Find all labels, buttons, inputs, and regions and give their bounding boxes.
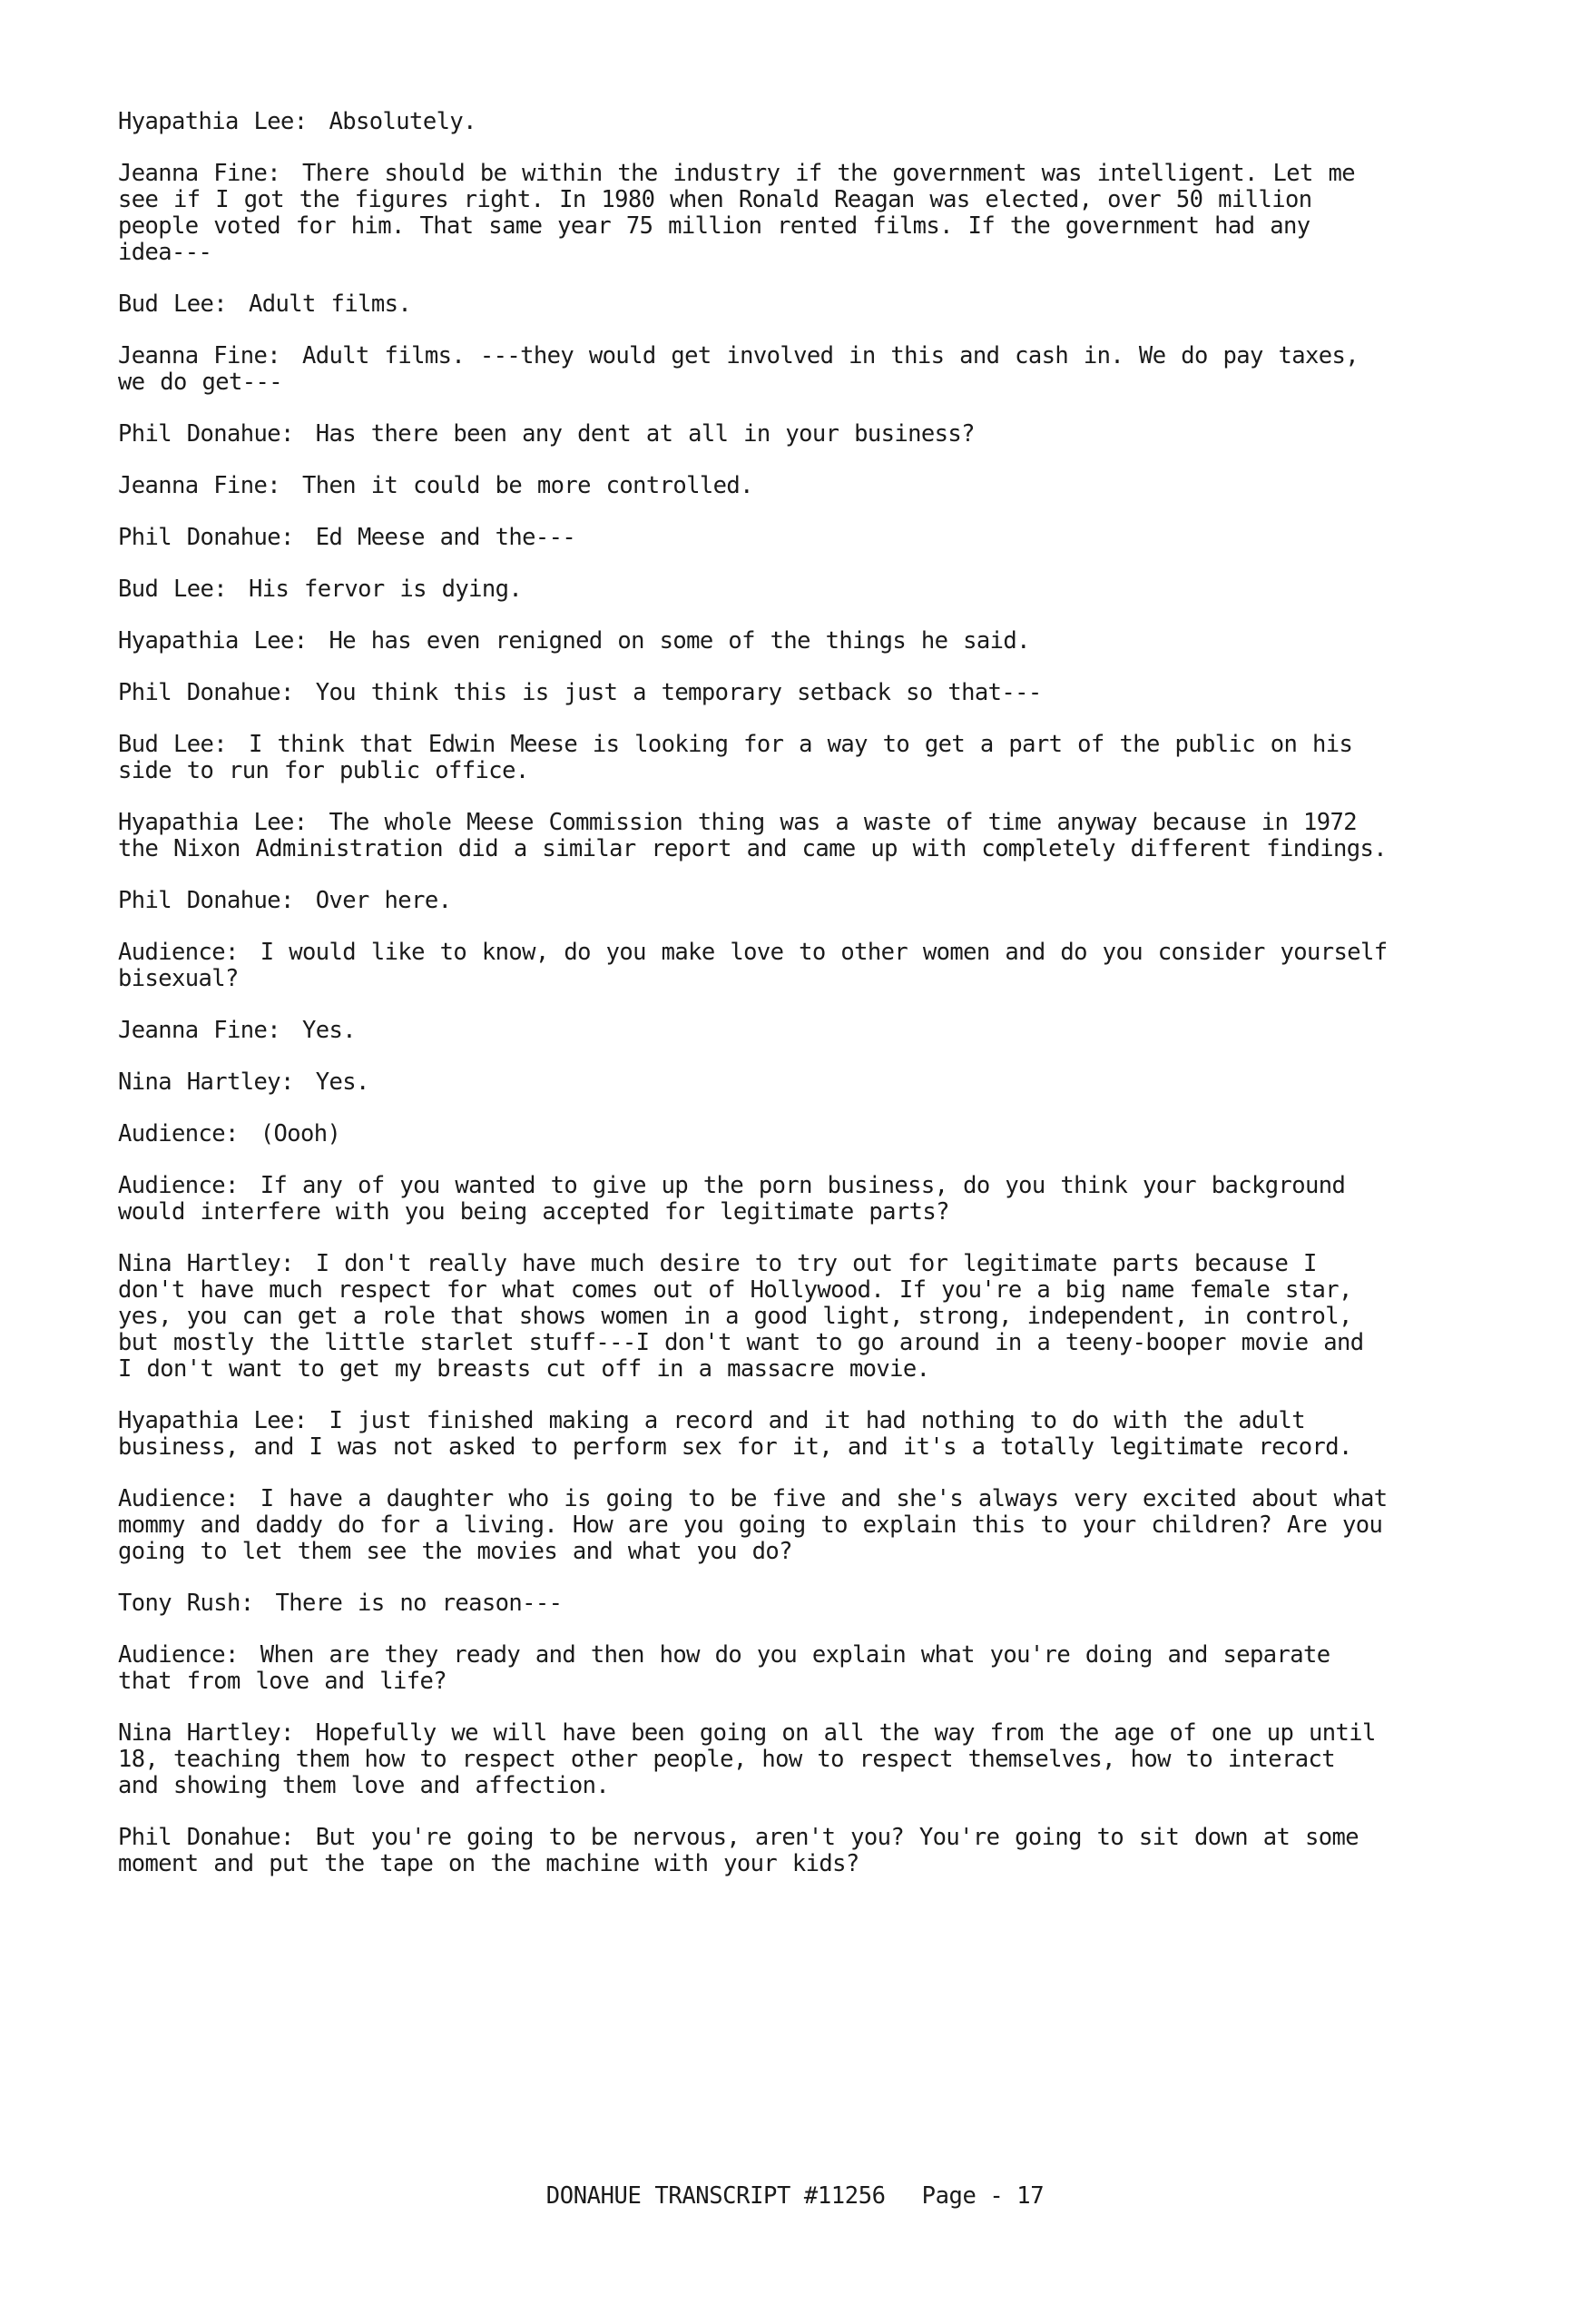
entry-text: Then it could be more controlled. [302,472,753,499]
speaker-name: Jeanna Fine : [118,1017,280,1044]
transcript-entry [118,940,1389,992]
entry-text: I don't really have much desire to try out for legitimate parts because I don't have much respect for what comes out of Hollywood. If you're a big name female star, yes, you can get a role that shows women in a good light, strong, independent, in control, but mostly the little starlet stuff---I don't want to go around in a teeny-booper movie and I don't want to get my breasts cut off in a massacre movie. [118,1250,1364,1383]
transcript-entry [118,576,1389,603]
transcript-entry [118,1251,1389,1383]
transcript-entry [118,161,1389,266]
speaker-name: Hyapathia Lee : [118,1407,308,1434]
entry-text: His fervor is dying. [249,576,523,603]
transcript-entry [118,732,1389,784]
transcript-entry [118,343,1389,396]
speaker-name: Jeanna Fine : [118,342,280,369]
speaker-name: Nina Hartley : [118,1250,294,1277]
transcript-entry [118,291,1389,318]
speaker-name: Bud Lee : [118,290,227,318]
footer-title: DONAHUE TRANSCRIPT [545,2182,790,2210]
entry-text: Yes. [302,1017,357,1044]
speaker-name: Audience : [118,1120,239,1147]
speaker-name: Phil Donahue : [118,1824,294,1851]
transcript-entry [118,628,1389,655]
entry-text: The whole Meese Commission thing was a waste of time anyway because in 1972 the Nixon Administration did a similar report and came up with completely different findings. [118,809,1387,862]
entry-text: But you're going to be nervous, aren't you? You're going to sit down at some moment and put the tape on the machine with your kids? [118,1824,1359,1877]
transcript-entry [118,1121,1389,1147]
entry-text: Adult films. ---they would get involved in this and cash in. We do pay taxes, we do get--- [118,342,1359,396]
entry-text: You think this is just a temporary setback so that--- [315,679,1042,706]
transcript-entry [118,1486,1389,1565]
transcript-entry [118,473,1389,499]
speaker-name: Hyapathia Lee : [118,809,308,836]
transcript-entry [118,1069,1389,1096]
transcript-entry [118,1018,1389,1044]
transcript-entry [118,421,1389,448]
speaker-name: Jeanna Fine : [118,160,280,187]
speaker-name: Phil Donahue : [118,887,294,914]
speaker-name: Nina Hartley : [118,1719,294,1747]
footer-page-number: Page - 17 [921,2182,1045,2210]
speaker-name: Bud Lee : [118,576,227,603]
entry-text: I have a daughter who is going to be five and she's always very excited about what mommy and daddy do for a living. How are you going to explain this to your children? Are you going to let them see the movies and what you do? [118,1485,1388,1565]
transcript-entry [118,1720,1389,1799]
transcript-entry [118,1173,1389,1226]
entry-text: Over here. [315,887,452,914]
entry-text: I just finished making a record and it had nothing to do with the adult business, and I was not asked to perform sex for it, and it's a totally legitimate record. [118,1407,1352,1461]
transcript-entry [118,680,1389,706]
transcript-entry [118,1408,1389,1461]
speaker-name: Audience : [118,939,239,966]
transcript-entry [118,1825,1389,1877]
speaker-name: Phil Donahue : [118,420,294,448]
footer-transcript-number: #11256 [803,2182,886,2210]
entry-text: Ed Meese and the--- [315,524,576,551]
entry-text: I would like to know, do you make love to other women and do you consider yourself bisexual? [118,939,1388,992]
entry-text: Yes. [315,1068,369,1096]
transcript-entry [118,1590,1389,1617]
transcript-body [118,109,1389,1903]
entry-text: Hopefully we will have been going on all the way from the age of one up until 18, teaching them how to respect other people, how to respect themselves, how to interact and showing them love and affection. [118,1719,1376,1799]
speaker-name: Hyapathia Lee : [118,108,308,135]
entry-text: When are they ready and then how do you explain what you're doing and separate that from love and life? [118,1641,1330,1695]
page-footer [0,2182,1590,2210]
entry-text: There is no reason--- [275,1590,563,1617]
entry-text: (Oooh) [260,1120,341,1147]
speaker-name: Audience : [118,1172,239,1199]
transcript-entry [118,525,1389,551]
entry-text: Absolutely. [329,108,476,135]
transcript-entry [118,1642,1389,1695]
speaker-name: Phil Donahue : [118,524,294,551]
speaker-name: Audience : [118,1641,239,1669]
entry-text: If any of you wanted to give up the porn business, do you think your background would interfere with you being accepted for legitimate parts? [118,1172,1346,1226]
speaker-name: Hyapathia Lee : [118,627,308,655]
entry-text: I think that Edwin Meese is looking for a way to get a part of the public on his side to run for public office. [118,731,1353,784]
entry-text: Has there been any dent at all in your business? [315,420,975,448]
entry-text: There should be within the industry if the government was intelligent. Let me see if I got the figures right. In 1980 when Ronald Reagan was elected, over 50 million people voted for him. That same year 75 million rented films. If the government had any idea--- [118,160,1355,266]
transcript-entry [118,810,1389,862]
speaker-name: Phil Donahue : [118,679,294,706]
entry-text: He has even renigned on some of the things he said. [329,627,1030,655]
transcript-entry [118,109,1389,135]
speaker-name: Nina Hartley : [118,1068,294,1096]
speaker-name: Bud Lee : [118,731,227,758]
transcript-entry [118,888,1389,914]
speaker-name: Audience : [118,1485,239,1512]
speaker-name: Jeanna Fine : [118,472,280,499]
speaker-name: Tony Rush : [118,1590,254,1617]
entry-text: Adult films. [249,290,412,318]
